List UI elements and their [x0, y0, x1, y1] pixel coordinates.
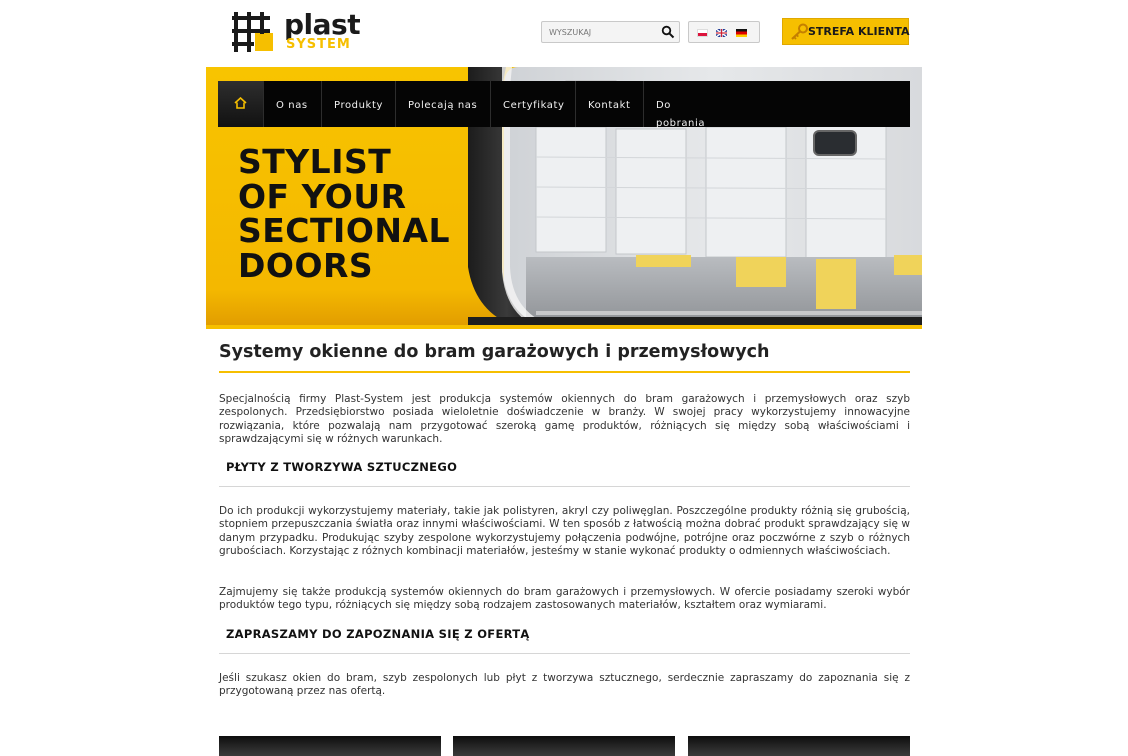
- search-input[interactable]: [542, 22, 654, 42]
- intro-paragraph: Specjalnością firmy Plast-System jest produkcja systemów okiennych do bram garażowych i przemysłowych oraz szyb zespolonych. Przedsiębiorstwo posiada wieloletnie doświadczenie w branży. W swojej pracy wykorzystujemy innowacyjne rozwiązania, które pozwalają nam przygotować szeroką gamę produktów, różniących się między sobą właściwościami i sprawdzającymi się w różnych warunkach.: [219, 393, 910, 445]
- client-zone-button[interactable]: [782, 18, 909, 45]
- headline-line: SECTIONAL: [238, 211, 451, 250]
- section-heading-zapraszamy: ZAPRASZAMY DO ZAPOZNANIA SIĘ Z OFERTĄ: [226, 627, 530, 641]
- section-divider: [219, 486, 910, 487]
- search-box: [541, 21, 680, 43]
- headline-line: STYLIST: [238, 142, 392, 181]
- nav-item-do-pobrania[interactable]: Do pobrania: [643, 81, 713, 127]
- logo-word-system: SYSTEM: [286, 37, 351, 52]
- flag-en-icon[interactable]: [716, 29, 727, 37]
- headline-line: DOORS: [238, 245, 374, 285]
- search-icon[interactable]: [661, 25, 675, 39]
- language-switcher: [688, 21, 760, 43]
- flag-pl-icon[interactable]: [697, 29, 708, 37]
- main-nav: [218, 81, 910, 127]
- nav-item-o-nas[interactable]: O nas: [263, 81, 321, 127]
- hero-headline: [238, 142, 451, 285]
- product-tile[interactable]: [219, 736, 441, 756]
- product-tile[interactable]: [453, 736, 675, 756]
- client-zone-label: STREFA KLIENTA: [808, 25, 910, 38]
- flag-de-icon[interactable]: [736, 29, 747, 37]
- nav-item-certyfikaty[interactable]: Certyfikaty: [490, 81, 575, 127]
- nav-item-polecaja-nas[interactable]: Polecają nas: [395, 81, 490, 127]
- nav-home[interactable]: [218, 81, 263, 127]
- headline-line: OF YOUR: [238, 176, 407, 216]
- window-systems-paragraph: Zajmujemy się także produkcją systemów okiennych do bram garażowych i przemysłowych. W ofercie posiadamy szeroki wybór produktów tego typu, różniących się między sobą rodzajem zastosowanych materiałów, kształtem oraz wymiarami.: [219, 586, 910, 612]
- materials-paragraph: Do ich produkcji wykorzystujemy materiały, takie jak polistyren, akryl czy poliwęglan. Poszczególne produkty różnią się grubością, stopniem przepuszczania światła oraz innymi właściwościami. W ten sposób z łatwością można dobrać produkt sprawdzający się w danym przypadku. Produkując szyby zespolone wykorzystujemy połączenia podwójne, potrójne oraz poczwórne z szyb o różnych grubościach. Korzystając z różnych kombinacji materiałów, jesteśmy w stanie wykonać produkty o odmiennych właściwościach.: [219, 505, 910, 557]
- offer-paragraph: Jeśli szukasz okien do bram, szyb zespolonych lub płyt z tworzywa sztucznego, serdecznie zapraszamy do zapoznania się z przygotowaną przez nas ofertą.: [219, 672, 910, 698]
- logo-grid-icon: [232, 12, 276, 54]
- banner-accent-bar: [206, 325, 922, 329]
- product-tile[interactable]: [688, 736, 910, 756]
- section-divider: [219, 653, 910, 654]
- nav-item-kontakt[interactable]: Kontakt: [575, 81, 643, 127]
- logo-word-plast: plast: [284, 8, 361, 41]
- hero-banner: [206, 67, 922, 329]
- page-title: Systemy okienne do bram garażowych i przemysłowych: [219, 342, 770, 362]
- logo[interactable]: [232, 8, 362, 54]
- key-icon: [789, 23, 809, 41]
- section-heading-plyty: PŁYTY Z TWORZYWA SZTUCZNEGO: [226, 460, 458, 474]
- home-icon: [234, 97, 247, 109]
- title-divider: [219, 371, 910, 373]
- nav-item-produkty[interactable]: Produkty: [321, 81, 395, 127]
